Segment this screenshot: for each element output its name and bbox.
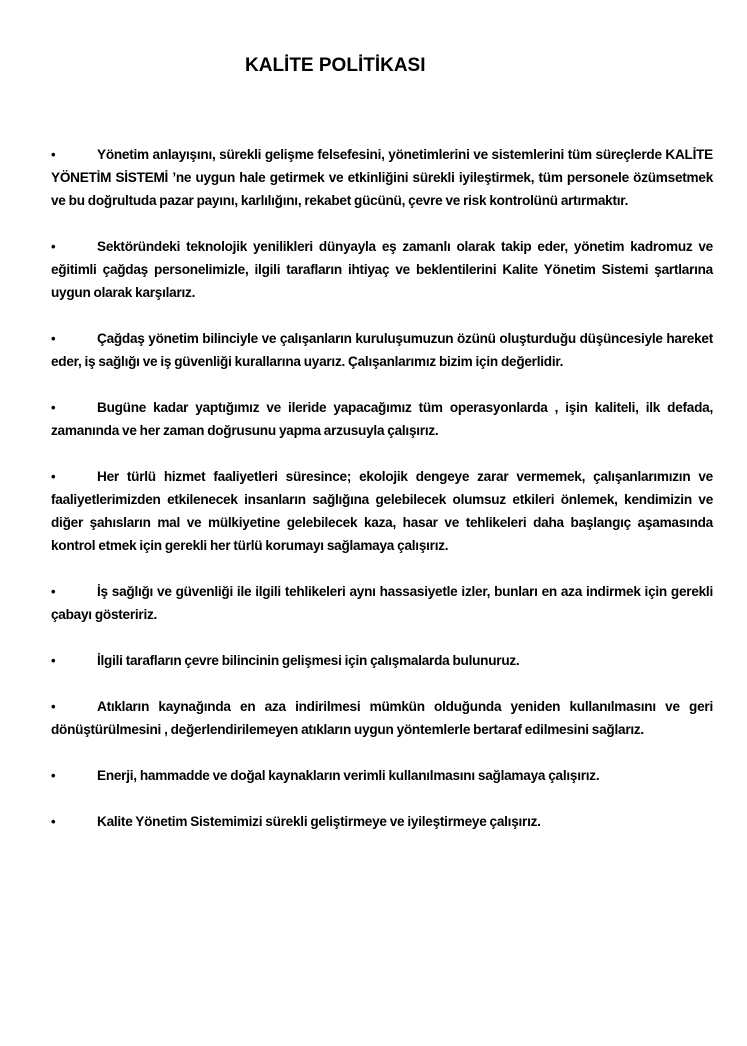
policy-item <box>51 649 713 672</box>
bullet-icon: • <box>51 584 56 599</box>
bullet-icon: • <box>51 239 56 254</box>
bullet-icon: • <box>51 814 56 829</box>
policy-item-text: Enerji, hammadde ve doğal kaynakların verimli kullanılmasını sağlamaya çalışırız. <box>97 768 600 783</box>
bullet-icon: • <box>51 331 56 346</box>
policy-item <box>51 695 713 741</box>
bullet-icon: • <box>51 400 56 415</box>
policy-item <box>51 396 713 442</box>
policy-item <box>51 143 713 212</box>
policy-item-text: İlgili tarafların çevre bilincinin gelişmesi için çalışmalarda bulunuruz. <box>97 653 520 668</box>
policy-item-text: Her türlü hizmet faaliyetleri süresince; ekolojik dengeye zarar vermemek, çalışanlarımızın ve faaliyetlerimizden etkilenecek insanların sağlığına gelebilecek olumsuz etkileri önlemek, kendimizin ve diğer şahısların mal ve mülkiyetine gelebilecek kaza, hasar ve tehlikeleri daha başlangıç aşamasında kontrol etmek için gerekli her türlü korumayı sağlamaya çalışırız. <box>51 469 713 553</box>
policy-item <box>51 810 713 833</box>
policy-item-text: İş sağlığı ve güvenliği ile ilgili tehlikeleri aynı hassasiyetle izler, bunları en aza indirmek için gerekli çabayı gösteririz. <box>51 584 713 622</box>
bullet-icon: • <box>51 653 56 668</box>
page-title: KALİTE POLİTİKASI <box>245 54 426 76</box>
policy-item-text: Yönetim anlayışını, sürekli gelişme felsefesini, yönetimlerini ve sistemlerini tüm süreçlerde KALİTE YÖNETİM SİSTEMİ ’ne uygun hale getirmek ve etkinliğini sürekli iyileştirmek, tüm personele özümsetmek ve bu doğrultuda pazar payını, karlılığını, rekabet gücünü, çevre ve risk kontrolünü artırmaktır. <box>51 147 713 208</box>
bullet-icon: • <box>51 147 56 162</box>
policy-item-text: Kalite Yönetim Sistemimizi sürekli geliştirmeye ve iyileştirmeye çalışırız. <box>97 814 541 829</box>
bullet-icon: • <box>51 469 56 484</box>
policy-item <box>51 327 713 373</box>
bullet-icon: • <box>51 699 56 714</box>
policy-item-text: Sektöründeki teknolojik yenilikleri dünyayla eş zamanlı olarak takip eder, yönetim kadromuz ve eğitimli çağdaş personelimizle, ilgili tarafların ihtiyaç ve beklentilerini Kalite Yönetim Sistemi şartlarına uygun olarak karşılarız. <box>51 239 713 300</box>
policy-item <box>51 764 713 787</box>
policy-item <box>51 580 713 626</box>
policy-item-text: Çağdaş yönetim bilinciyle ve çalışanların kuruluşumuzun özünü oluşturduğu düşüncesiyle hareket eder, iş sağlığı ve iş güvenliği kurallarına uyarız. Çalışanlarımız bizim için değerlidir. <box>51 331 713 369</box>
policy-list <box>51 143 713 856</box>
policy-item-text: Atıkların kaynağında en aza indirilmesi mümkün olduğunda yeniden kullanılmasını ve geri dönüştürülmesini , değerlendirilemeyen atıkların uygun yöntemlerle bertaraf edilmesini sağlarız. <box>51 699 713 737</box>
policy-item-text: Bugüne kadar yaptığımız ve ileride yapacağımız tüm operasyonlarda , işin kaliteli, ilk defada, zamanında ve her zaman doğrusunu yapma arzusuyla çalışırız. <box>51 400 713 438</box>
policy-item <box>51 465 713 557</box>
bullet-icon: • <box>51 768 56 783</box>
policy-item <box>51 235 713 304</box>
